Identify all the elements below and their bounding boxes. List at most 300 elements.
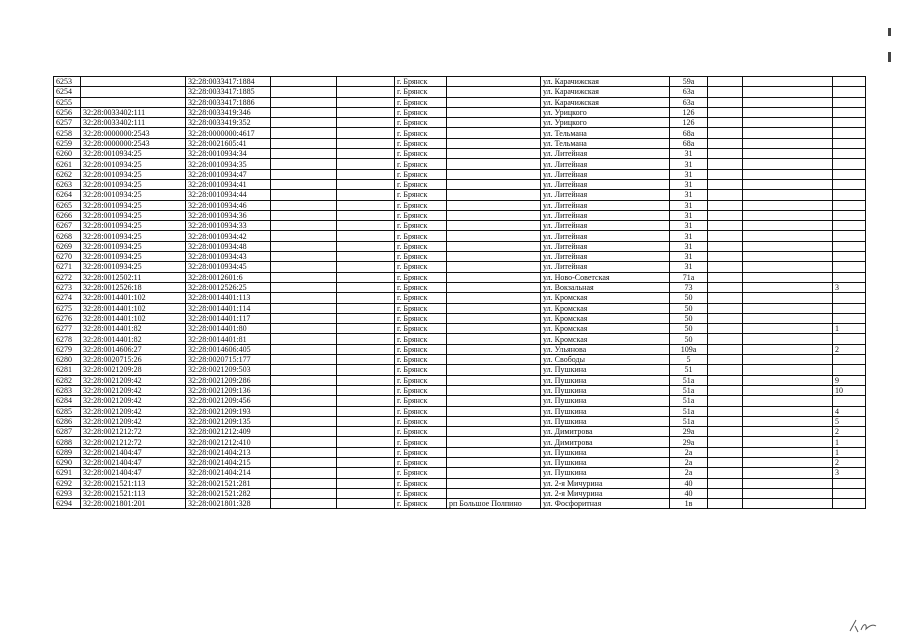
table-cell: 31 xyxy=(670,200,708,210)
table-cell xyxy=(708,396,743,406)
table-cell: 32:28:0010934:36 xyxy=(186,210,271,220)
table-cell xyxy=(447,262,541,272)
table-cell xyxy=(743,241,833,251)
table-cell: 32:28:0021521:113 xyxy=(81,478,186,488)
table-cell xyxy=(708,87,743,97)
table-cell: 5 xyxy=(833,416,866,426)
table-cell xyxy=(271,293,337,303)
table-cell: 32:28:0010934:25 xyxy=(81,200,186,210)
table-cell xyxy=(337,231,395,241)
table-cell xyxy=(337,499,395,509)
table-cell: 32:28:0014401:82 xyxy=(81,324,186,334)
table-cell xyxy=(271,221,337,231)
table-cell: 109а xyxy=(670,344,708,354)
table-cell xyxy=(743,437,833,447)
table-cell xyxy=(743,365,833,375)
table-cell xyxy=(708,77,743,87)
table-row xyxy=(54,396,866,406)
table-cell xyxy=(833,262,866,272)
table-cell xyxy=(833,488,866,498)
table-cell xyxy=(271,179,337,189)
table-cell: 32:28:0014401:81 xyxy=(186,334,271,344)
table-cell: 50 xyxy=(670,324,708,334)
table-cell: 6263 xyxy=(54,179,81,189)
table-cell xyxy=(447,97,541,107)
table-row xyxy=(54,344,866,354)
table-cell: 2 xyxy=(833,427,866,437)
table-cell xyxy=(743,77,833,87)
table-cell: 31 xyxy=(670,252,708,262)
table-cell xyxy=(337,128,395,138)
table-cell xyxy=(447,159,541,169)
table-cell xyxy=(337,427,395,437)
table-cell xyxy=(271,375,337,385)
table-cell xyxy=(833,138,866,148)
table-cell: 32:28:0021209:503 xyxy=(186,365,271,375)
table-cell: 32:28:0021209:456 xyxy=(186,396,271,406)
table-cell xyxy=(337,282,395,292)
table-cell: 9 xyxy=(833,375,866,385)
table-cell: 51а xyxy=(670,385,708,395)
table-cell: г. Брянск xyxy=(395,138,447,148)
table-cell: 40 xyxy=(670,488,708,498)
table-row xyxy=(54,179,866,189)
table-cell: ул. Фосфоритная xyxy=(541,499,670,509)
table-cell xyxy=(447,138,541,148)
table-cell: 32:28:0021521:113 xyxy=(81,488,186,498)
table-row xyxy=(54,159,866,169)
table-cell: 32:28:0021404:215 xyxy=(186,457,271,467)
table-cell: 32:28:0033419:352 xyxy=(186,118,271,128)
table-cell: 32:28:0010934:34 xyxy=(186,149,271,159)
table-cell: ул. Пушкина xyxy=(541,385,670,395)
table-cell: 31 xyxy=(670,262,708,272)
table-cell xyxy=(743,252,833,262)
table-cell: 68а xyxy=(670,128,708,138)
table-cell xyxy=(337,77,395,87)
table-cell: 32:28:0021212:410 xyxy=(186,437,271,447)
table-cell xyxy=(708,190,743,200)
table-cell: 40 xyxy=(670,478,708,488)
table-cell: 32:28:0012502:11 xyxy=(81,272,186,282)
table-cell: 6290 xyxy=(54,457,81,467)
table-cell: г. Брянск xyxy=(395,210,447,220)
table-cell xyxy=(743,293,833,303)
table-row xyxy=(54,282,866,292)
table-cell xyxy=(708,169,743,179)
table-cell xyxy=(447,293,541,303)
table-cell xyxy=(271,149,337,159)
table-cell xyxy=(337,107,395,117)
table-cell xyxy=(271,107,337,117)
table-row xyxy=(54,210,866,220)
table-cell xyxy=(708,221,743,231)
table-cell: 32:28:0033402:111 xyxy=(81,118,186,128)
table-cell xyxy=(337,324,395,334)
table-cell: 6274 xyxy=(54,293,81,303)
table-cell xyxy=(743,221,833,231)
table-cell: ул. Кромская xyxy=(541,313,670,323)
table-cell xyxy=(271,427,337,437)
table-cell xyxy=(708,210,743,220)
table-cell xyxy=(833,365,866,375)
table-cell xyxy=(708,303,743,313)
table-cell: 50 xyxy=(670,334,708,344)
table-cell: г. Брянск xyxy=(395,128,447,138)
table-cell: 50 xyxy=(670,293,708,303)
table-cell xyxy=(708,262,743,272)
table-cell xyxy=(271,97,337,107)
table-cell: 6255 xyxy=(54,97,81,107)
table-cell xyxy=(743,97,833,107)
table-cell: 31 xyxy=(670,231,708,241)
table-cell: г. Брянск xyxy=(395,293,447,303)
table-row xyxy=(54,87,866,97)
table-cell xyxy=(833,355,866,365)
table-cell: г. Брянск xyxy=(395,87,447,97)
table-cell: 6260 xyxy=(54,149,81,159)
table-cell xyxy=(708,149,743,159)
table-cell: 6264 xyxy=(54,190,81,200)
table-cell: 32:28:0033419:346 xyxy=(186,107,271,117)
table-cell: г. Брянск xyxy=(395,200,447,210)
table-cell xyxy=(337,190,395,200)
table-cell xyxy=(743,200,833,210)
table-row xyxy=(54,468,866,478)
table-row xyxy=(54,293,866,303)
table-cell xyxy=(743,149,833,159)
table-cell xyxy=(271,365,337,375)
table-cell: 32:28:0010934:43 xyxy=(186,252,271,262)
table-row xyxy=(54,241,866,251)
table-cell: г. Брянск xyxy=(395,488,447,498)
table-cell: 32:28:0021404:47 xyxy=(81,447,186,457)
table-cell: ул. 2-я Мичурина xyxy=(541,488,670,498)
table-cell xyxy=(708,416,743,426)
table-cell xyxy=(708,375,743,385)
table-cell xyxy=(743,282,833,292)
table-cell: 32:28:0021209:28 xyxy=(81,365,186,375)
table-row xyxy=(54,231,866,241)
table-cell xyxy=(337,262,395,272)
table-cell: г. Брянск xyxy=(395,468,447,478)
table-cell: 2а xyxy=(670,468,708,478)
table-cell: ул. Пушкина xyxy=(541,406,670,416)
table-cell: 32:28:0010934:25 xyxy=(81,159,186,169)
table-cell: ул. Кромская xyxy=(541,334,670,344)
table-cell: 31 xyxy=(670,169,708,179)
table-cell xyxy=(708,282,743,292)
table-row xyxy=(54,437,866,447)
table-cell xyxy=(337,87,395,97)
table-cell xyxy=(271,138,337,148)
table-cell: г. Брянск xyxy=(395,437,447,447)
table-cell: 31 xyxy=(670,159,708,169)
table-cell xyxy=(447,416,541,426)
table-cell: 6286 xyxy=(54,416,81,426)
table-cell xyxy=(833,210,866,220)
table-cell xyxy=(447,313,541,323)
table-cell: 32:28:0014606:27 xyxy=(81,344,186,354)
table-cell xyxy=(708,499,743,509)
table-cell xyxy=(708,313,743,323)
table-cell: г. Брянск xyxy=(395,252,447,262)
table-cell xyxy=(337,457,395,467)
table-cell: 32:28:0020715:177 xyxy=(186,355,271,365)
table-cell xyxy=(271,159,337,169)
table-cell: 1 xyxy=(833,437,866,447)
table-cell xyxy=(337,169,395,179)
table-cell: 6293 xyxy=(54,488,81,498)
table-cell xyxy=(337,200,395,210)
table-cell xyxy=(337,344,395,354)
table-cell: ул. Пушкина xyxy=(541,468,670,478)
table-cell: ул. Кромская xyxy=(541,293,670,303)
table-cell: 73 xyxy=(670,282,708,292)
table-cell xyxy=(743,488,833,498)
table-row xyxy=(54,169,866,179)
table-cell: 50 xyxy=(670,313,708,323)
table-cell xyxy=(743,169,833,179)
table-row xyxy=(54,97,866,107)
table-cell: ул. Пушкина xyxy=(541,457,670,467)
table-cell xyxy=(337,252,395,262)
table-cell xyxy=(447,149,541,159)
table-cell xyxy=(743,159,833,169)
table-cell xyxy=(743,478,833,488)
table-cell xyxy=(708,159,743,169)
table-cell xyxy=(447,406,541,416)
table-cell: 1в xyxy=(670,499,708,509)
table-cell: 32:28:0021801:201 xyxy=(81,499,186,509)
table-cell: 6262 xyxy=(54,169,81,179)
table-row xyxy=(54,406,866,416)
table-cell xyxy=(447,210,541,220)
table-cell: 32:28:0033417:1884 xyxy=(186,77,271,87)
table-cell: 6257 xyxy=(54,118,81,128)
table-cell xyxy=(833,87,866,97)
table-cell xyxy=(743,334,833,344)
table-cell xyxy=(833,97,866,107)
table-cell: ул. Литейная xyxy=(541,262,670,272)
table-row xyxy=(54,262,866,272)
table-cell: ул. Пушкина xyxy=(541,416,670,426)
table-cell xyxy=(743,262,833,272)
table-cell xyxy=(271,447,337,457)
table-cell xyxy=(337,179,395,189)
table-cell xyxy=(337,478,395,488)
table-cell xyxy=(337,241,395,251)
table-cell xyxy=(708,406,743,416)
table-cell xyxy=(833,190,866,200)
table-cell: 32:28:0014401:102 xyxy=(81,293,186,303)
table-cell: ул. Литейная xyxy=(541,241,670,251)
table-cell: 32:28:0010934:25 xyxy=(81,169,186,179)
table-cell xyxy=(833,179,866,189)
table-cell xyxy=(743,396,833,406)
table-cell: ул. Литейная xyxy=(541,190,670,200)
table-cell: 29а xyxy=(670,437,708,447)
table-cell: г. Брянск xyxy=(395,221,447,231)
table-row xyxy=(54,447,866,457)
table-cell xyxy=(271,416,337,426)
table-cell xyxy=(271,128,337,138)
table-cell: 32:28:0010934:41 xyxy=(186,179,271,189)
table-cell xyxy=(271,200,337,210)
table-cell xyxy=(743,499,833,509)
table-cell: 32:28:0012526:25 xyxy=(186,282,271,292)
table-cell xyxy=(271,241,337,251)
table-cell: 32:28:0021209:42 xyxy=(81,416,186,426)
table-cell xyxy=(271,324,337,334)
table-cell: 6288 xyxy=(54,437,81,447)
table-cell: ул. Пушкина xyxy=(541,447,670,457)
table-cell: 6285 xyxy=(54,406,81,416)
table-cell: ул. Урицкого xyxy=(541,107,670,117)
table-cell: 32:28:0021209:42 xyxy=(81,396,186,406)
table-cell xyxy=(708,478,743,488)
table-cell xyxy=(708,468,743,478)
table-cell xyxy=(743,447,833,457)
table-cell: 32:28:0010934:25 xyxy=(81,241,186,251)
table-cell: 32:28:0000000:4617 xyxy=(186,128,271,138)
table-cell: 59а xyxy=(670,77,708,87)
table-cell xyxy=(447,77,541,87)
table-cell: 32:28:0010934:45 xyxy=(186,262,271,272)
table-row xyxy=(54,77,866,87)
table-cell xyxy=(743,118,833,128)
table-cell: 31 xyxy=(670,179,708,189)
table-cell: 32:28:0021801:328 xyxy=(186,499,271,509)
table-cell: г. Брянск xyxy=(395,416,447,426)
table-cell xyxy=(743,190,833,200)
table-cell: 32:28:0021212:72 xyxy=(81,427,186,437)
table-cell xyxy=(447,385,541,395)
table-cell: 6282 xyxy=(54,375,81,385)
table-cell: 6291 xyxy=(54,468,81,478)
table-cell: 6258 xyxy=(54,128,81,138)
table-cell: 32:28:0014606:405 xyxy=(186,344,271,354)
table-cell: ул. Ново-Советская xyxy=(541,272,670,282)
table-cell: г. Брянск xyxy=(395,107,447,117)
table-cell: г. Брянск xyxy=(395,457,447,467)
table-cell: 71а xyxy=(670,272,708,282)
table-cell xyxy=(271,210,337,220)
table-cell: г. Брянск xyxy=(395,313,447,323)
table-cell: 32:28:0010934:25 xyxy=(81,262,186,272)
table-cell: ул. Димитрова xyxy=(541,427,670,437)
table-row xyxy=(54,416,866,426)
table-cell: ул. Карачижская xyxy=(541,97,670,107)
table-cell: 6292 xyxy=(54,478,81,488)
table-row xyxy=(54,375,866,385)
table-cell: 6294 xyxy=(54,499,81,509)
table-cell xyxy=(708,241,743,251)
table-cell xyxy=(833,252,866,262)
table-cell xyxy=(337,468,395,478)
table-cell: 2 xyxy=(833,457,866,467)
table-cell xyxy=(447,282,541,292)
table-cell xyxy=(708,200,743,210)
table-cell xyxy=(833,118,866,128)
table-cell xyxy=(271,334,337,344)
table-cell: 32:28:0010934:35 xyxy=(186,159,271,169)
table-cell: ул. Свободы xyxy=(541,355,670,365)
scan-edge-mark xyxy=(888,28,891,36)
table-cell: 5 xyxy=(670,355,708,365)
table-cell xyxy=(447,427,541,437)
table-cell xyxy=(708,138,743,148)
table-cell: 32:28:0033402:111 xyxy=(81,107,186,117)
table-cell: г. Брянск xyxy=(395,303,447,313)
table-cell: 6273 xyxy=(54,282,81,292)
table-cell: г. Брянск xyxy=(395,478,447,488)
table-cell xyxy=(743,385,833,395)
table-cell xyxy=(447,324,541,334)
table-row xyxy=(54,118,866,128)
table-cell: 32:28:0010934:47 xyxy=(186,169,271,179)
table-cell: 50 xyxy=(670,303,708,313)
table-cell: 51а xyxy=(670,416,708,426)
table-cell xyxy=(271,437,337,447)
table-cell: г. Брянск xyxy=(395,385,447,395)
table-cell xyxy=(337,406,395,416)
table-cell xyxy=(337,334,395,344)
table-cell: 32:28:0021212:409 xyxy=(186,427,271,437)
table-cell xyxy=(833,241,866,251)
table-cell xyxy=(708,427,743,437)
table-cell: 2 xyxy=(833,344,866,354)
table-cell: 6275 xyxy=(54,303,81,313)
table-cell xyxy=(271,457,337,467)
table-cell xyxy=(447,468,541,478)
table-cell xyxy=(271,118,337,128)
table-cell xyxy=(708,128,743,138)
table-cell: г. Брянск xyxy=(395,159,447,169)
table-cell: г. Брянск xyxy=(395,355,447,365)
table-cell xyxy=(271,385,337,395)
table-cell: ул. Пушкина xyxy=(541,375,670,385)
table-cell xyxy=(447,128,541,138)
table-cell: 32:28:0014401:80 xyxy=(186,324,271,334)
table-cell: 6267 xyxy=(54,221,81,231)
table-cell xyxy=(743,457,833,467)
table-cell xyxy=(833,77,866,87)
table-cell xyxy=(271,169,337,179)
table-cell: 31 xyxy=(670,221,708,231)
table-cell xyxy=(743,107,833,117)
table-cell xyxy=(337,97,395,107)
table-cell xyxy=(833,293,866,303)
table-cell xyxy=(833,478,866,488)
table-cell: 32:28:0021209:136 xyxy=(186,385,271,395)
table-cell: ул. Литейная xyxy=(541,231,670,241)
table-cell xyxy=(271,303,337,313)
table-cell: г. Брянск xyxy=(395,241,447,251)
table-row xyxy=(54,334,866,344)
table-cell xyxy=(743,272,833,282)
table-cell: 32:28:0010934:25 xyxy=(81,210,186,220)
table-cell: 51а xyxy=(670,396,708,406)
table-cell xyxy=(271,272,337,282)
table-cell xyxy=(708,293,743,303)
table-cell xyxy=(337,313,395,323)
table-cell: 6289 xyxy=(54,447,81,457)
table-cell xyxy=(743,416,833,426)
table-cell: 6256 xyxy=(54,107,81,117)
register-table xyxy=(53,76,866,509)
table-cell: г. Брянск xyxy=(395,97,447,107)
